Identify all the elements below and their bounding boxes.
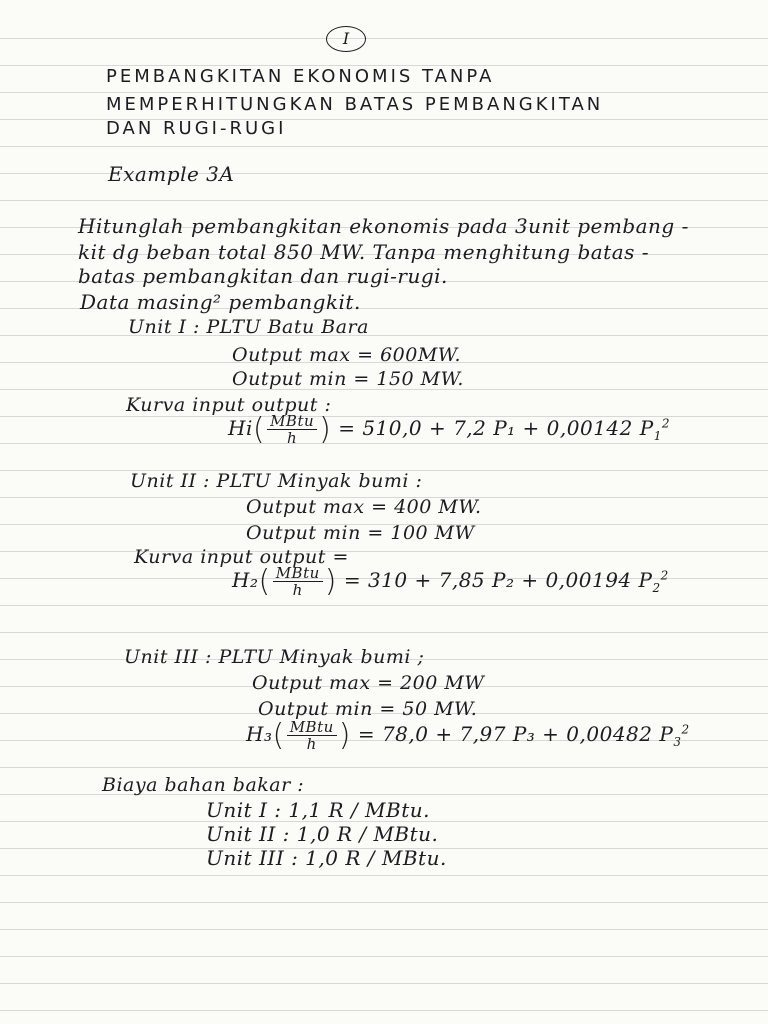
unit-1-fraction-num: MBtu <box>267 413 317 430</box>
fuel-cost-label: Biaya bahan bakar : <box>102 774 305 796</box>
unit-2-equation-rhs: = 310 + 7,85 P₂ + 0,00194 P <box>343 568 653 592</box>
unit-1-header: Unit I : PLTU Batu Bara <box>128 316 369 338</box>
unit-3-fraction-den: h <box>306 735 317 753</box>
unit-2-header: Unit II : PLTU Minyak bumi : <box>130 470 423 492</box>
unit-1-equation-sup: 2 <box>661 416 670 431</box>
unit-2-output-min: Output min = 100 MW <box>246 522 475 544</box>
unit-1-equation-rhs: = 510,0 + 7,2 P₁ + 0,00142 P <box>338 416 654 440</box>
unit-3-equation-sup: 2 <box>681 722 690 737</box>
unit-2-curve-label: Kurva input output = <box>134 546 349 568</box>
title-line-2: MEMPERHITUNGKAN BATAS PEMBANGKITAN <box>106 94 604 115</box>
unit-3-header: Unit III : PLTU Minyak bumi ; <box>124 646 425 668</box>
unit-2-fraction-den: h <box>292 581 303 599</box>
unit-1-output-min: Output min = 150 MW. <box>232 368 464 390</box>
unit-3-fraction-num: MBtu <box>287 719 337 736</box>
fuel-cost-unit-3: Unit III : 1,0 R / MBtu. <box>206 846 447 870</box>
unit-3-output-min: Output min = 50 MW. <box>258 698 478 720</box>
unit-2-equation-lhs: H₂ <box>232 568 259 592</box>
unit-3-equation: H₃( $\frac{\text{MBtu}}{h}$ ) = 78,0 + 7,97 P₃ + 0,00482 $P_3^2$ <box>246 718 690 753</box>
problem-line-1: Hitunglah pembangkitan ekonomis pada 3unit pembang - <box>78 214 689 238</box>
problem-line-4: Data masing² pembangkit. <box>80 290 361 314</box>
unit-1-equation-lhs: Hi <box>228 416 253 440</box>
unit-3-fraction <box>287 719 337 752</box>
unit-3-equation-rhs: = 78,0 + 7,97 P₃ + 0,00482 P <box>357 722 674 746</box>
fuel-cost-unit-2: Unit II : 1,0 R / MBtu. <box>206 822 439 846</box>
page-number: I <box>342 29 350 48</box>
unit-3-equation-sub: 3 <box>673 735 682 749</box>
unit-3-output-max: Output max = 200 MW <box>252 672 485 694</box>
unit-1-fraction <box>267 413 317 446</box>
unit-1-fraction-den: h <box>287 429 298 447</box>
fuel-cost-unit-1: Unit I : 1,1 R / MBtu. <box>206 798 431 822</box>
unit-1-output-max: Output max = 600MW. <box>232 344 462 366</box>
problem-line-2: kit dg beban total 850 MW. Tanpa menghitung batas - <box>78 240 650 264</box>
unit-2-equation-sub: 2 <box>652 581 661 595</box>
unit-1-equation-sub: 1 <box>653 429 662 443</box>
unit-3-equation-lhs: H₃ <box>246 722 273 746</box>
title-line-3: DAN RUGI-RUGI <box>106 118 287 139</box>
unit-2-fraction <box>273 565 323 598</box>
problem-line-3: batas pembangkitan dan rugi-rugi. <box>78 264 448 288</box>
unit-2-fraction-num: MBtu <box>273 565 323 582</box>
example-label: Example 3A <box>108 162 235 186</box>
unit-2-output-max: Output max = 400 MW. <box>246 496 482 518</box>
page-number-circle <box>326 26 366 52</box>
unit-2-equation: H₂( $\frac{\text{MBtu}}{h}$ ) = 310 + 7,85 P₂ + 0,00194 $P_2^2$ <box>232 564 669 599</box>
unit-1-curve-label: Kurva input output : <box>126 394 332 416</box>
unit-2-equation-sup: 2 <box>660 568 669 583</box>
title-line-1: PEMBANGKITAN EKONOMIS TANPA <box>106 66 495 87</box>
unit-1-equation: Hi( $\frac{\text{MBtu}}{h}$ ) = 510,0 + 7,2 P₁ + 0,00142 $P_1^2$ <box>228 412 670 447</box>
